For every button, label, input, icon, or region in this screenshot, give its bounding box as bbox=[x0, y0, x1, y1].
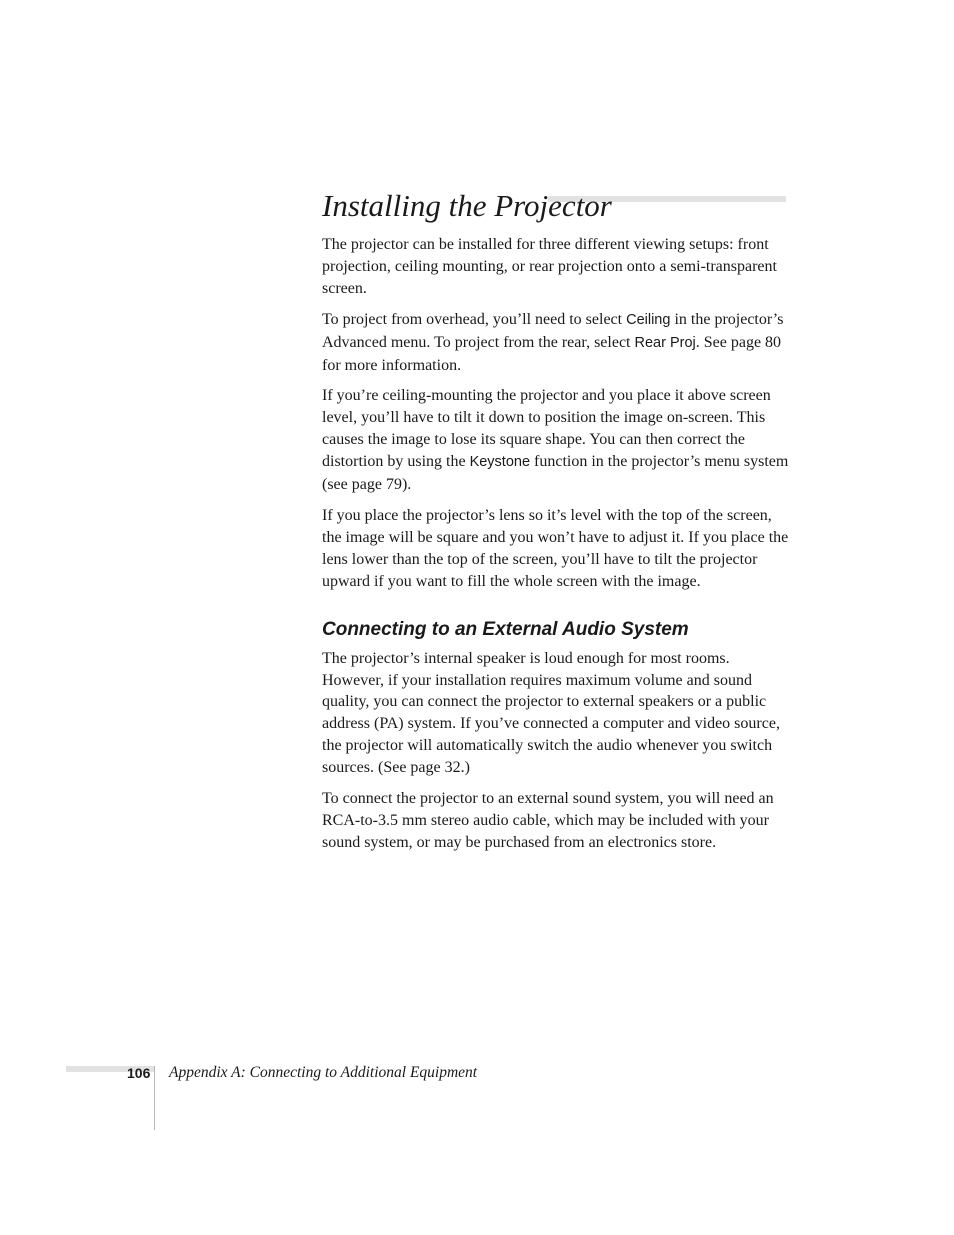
paragraph-external-sound: To connect the projector to an external sound system, you will need an RCA-to-3.5 mm stereo audio cable, which may be included with your sound system, or may be purchased from an electronics store. bbox=[322, 790, 774, 851]
footer-divider bbox=[154, 1066, 155, 1130]
running-footer: Appendix A: Connecting to Additional Equipment bbox=[169, 1064, 478, 1081]
paragraph-text: If you’re ceiling-mounting the projector and you place it above screen level, you’ll have to tilt it down to position the image on-screen. This causes the image to lose its square shape. You can then correct the distortion by using the bbox=[322, 387, 771, 471]
page-number: 106 bbox=[127, 1065, 151, 1081]
menu-term-keystone: Keystone bbox=[469, 454, 531, 471]
paragraph-text: function in the projector’s menu system (see page 79). bbox=[322, 453, 789, 494]
subsection-title: Connecting to an External Audio System bbox=[322, 618, 689, 640]
paragraph-text: . See page 80 for more information. bbox=[322, 333, 782, 374]
main-content bbox=[322, 234, 792, 863]
menu-term-rear-proj: Rear Proj bbox=[634, 334, 696, 351]
page-title: Installing the Projector bbox=[322, 188, 612, 223]
paragraph-installation-setups: The projector can be installed for three different viewing setups: front projection, ceiling mounting, or rear projection onto a semi-transparent screen. bbox=[322, 236, 777, 297]
paragraph-ceiling-rear bbox=[322, 309, 792, 377]
paragraph-text: in the projector’s Advanced menu. To project from the rear, select bbox=[322, 310, 784, 351]
paragraph-text: To project from overhead, you’ll need to select bbox=[322, 310, 627, 328]
paragraph-keystone bbox=[322, 385, 792, 496]
paragraph-lens-level: If you place the projector’s lens so it’s level with the top of the screen, the image will be square and you won’t have to adjust it. If you place the lens lower than the top of the screen, you’ll have to tilt the projector upward if you want to fill the whole screen with the image. bbox=[322, 506, 789, 590]
menu-term-ceiling: Ceiling bbox=[626, 311, 671, 328]
paragraph-internal-speaker: The projector’s internal speaker is loud enough for most rooms. However, if your installation requires maximum volume and sound quality, you can connect the projector to external speakers or a public address (PA) system. If you’ve connected a computer and video source, the projector will automatically switch the audio whenever you switch sources. (See page 32.) bbox=[322, 649, 780, 777]
